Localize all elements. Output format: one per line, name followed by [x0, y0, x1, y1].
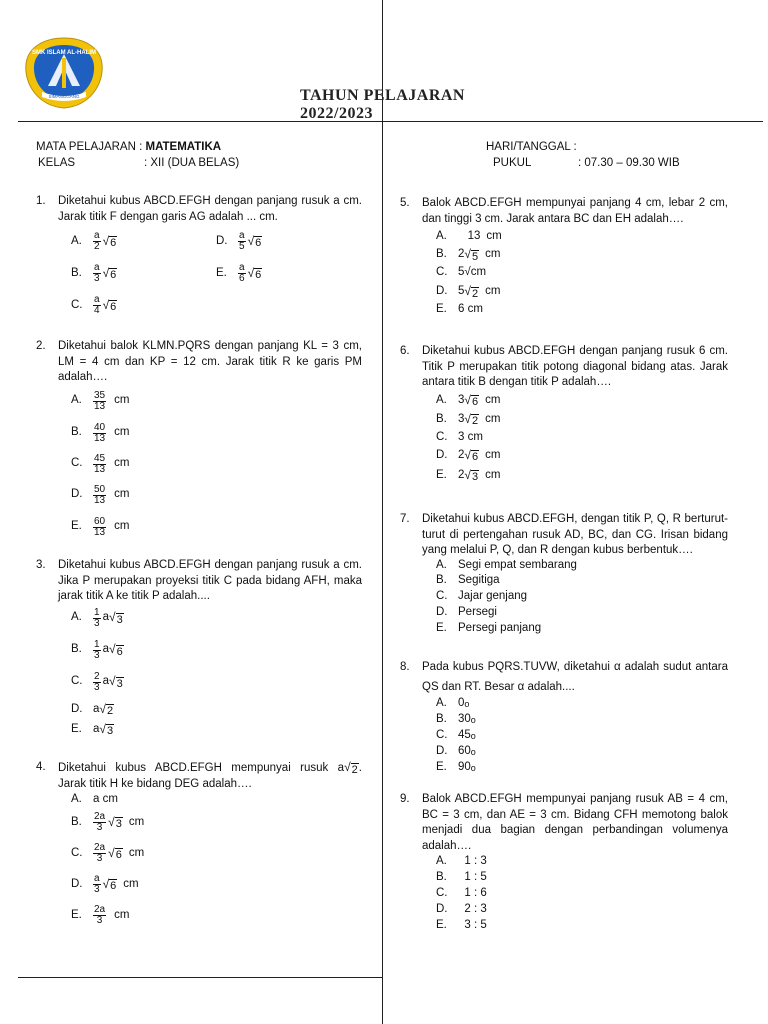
question-text: Diketahui kubus ABCD.EFGH mempunyai rusuk a √ 2 . Jarak titik H ke bidang DEG adalah…. — [58, 760, 362, 790]
exam-year-title: TAHUN PELAJARAN 2022/2023 — [300, 87, 465, 122]
option-a[interactable]: A. 0 o — [436, 697, 470, 709]
question-3: 3. Diketahui kubus ABCD.EFGH dengan panjang rusuk a cm. Jika P merupakan proyeksi titik C pada bidang AFH, maka jarak titik A ke titik P adalah.... A. $\frac{1}{3}$ a √ 3 B. $\frac{1}{3}$ a √ 6 C. $\frac{2}{3}$ a √ 3 D. a √ 2 E. a √ 3 — [36, 559, 362, 737]
option-a[interactable]: A. $\frac{35}{13}$ cm — [71, 389, 130, 412]
option-b[interactable]: B. 1 : 5 — [436, 871, 487, 883]
subject-label: MATA PELAJARAN : MATEMATIKA — [36, 141, 222, 153]
subject-value: MATEMATIKA — [145, 141, 222, 153]
footer-rule — [18, 977, 382, 978]
option-e[interactable]: E. 3 : 5 — [436, 919, 487, 931]
option-d[interactable]: D. $\frac{a}{5}$ √ 6 — [216, 230, 262, 252]
option-e[interactable]: E. a √ 3 — [71, 721, 114, 737]
option-a[interactable]: A. Segi empat sembarang — [436, 558, 577, 571]
option-b[interactable]: B. Segitiga — [436, 573, 500, 586]
time-value: : 07.30 – 09.30 WIB — [578, 157, 680, 169]
option-b[interactable]: B. $\frac{1}{3}$ a √ 6 — [71, 638, 123, 661]
option-b[interactable]: B. 2 √ 5 cm — [436, 247, 501, 263]
option-e[interactable]: E. 6 cm — [436, 303, 483, 315]
option-a[interactable]: A. 1 : 3 — [436, 855, 487, 867]
question-7: 7. Diketahui kubus ABCD.EFGH, dengan titik P, Q, R berturut-turut di pertengahan rusuk AD, BC, dan CG. Irisan bidang yang melalui P, Q, dan R dengan kubus berbentuk…. A. Segi empat sembarang B. Segitiga C. Jajar genjang D. Persegi E. Persegi panjang — [400, 512, 728, 639]
option-e[interactable]: E. $\frac{60}{13}$ cm — [71, 515, 130, 538]
option-d[interactable]: D. a √ 2 — [71, 701, 114, 717]
option-d[interactable]: D. $\frac{a}{3}$ √ 6 cm — [71, 873, 139, 895]
option-d[interactable]: D. $\frac{50}{13}$ cm — [71, 483, 130, 506]
question-text: Diketahui balok KLMN.PQRS dengan panjang KL = 3 cm, LM = 4 cm dan KP = 12 cm. Jarak titik R ke garis PM adalah…. — [58, 340, 362, 383]
question-text: Diketahui kubus ABCD.EFGH, dengan titik P, Q, R berturut-turut di pertengahan rusuk AD, BC, dan CG. Irisan bidang yang melalui P, Q, dan R dengan kubus berbentuk…. — [422, 513, 728, 556]
question-5: 5. Balok ABCD.EFGH mempunyai panjang 4 cm, lebar 2 cm, dan tinggi 3 cm. Jarak antara BC dan EH adalah…. A. 13 cm B. 2 √ 5 cm C. 5√cm D. 5 √ 2 cm E. 6 cm — [400, 196, 728, 317]
option-e[interactable]: E. $\frac{a}{6}$ √ 6 — [216, 262, 262, 284]
option-c[interactable]: C. $\frac{2a}{3}$ √ 6 cm — [71, 842, 145, 864]
option-b[interactable]: B. $\frac{40}{13}$ cm — [71, 421, 130, 444]
option-a[interactable]: A. 3 √ 6 cm — [436, 392, 501, 408]
option-c[interactable]: C. $\frac{45}{13}$ cm — [71, 452, 130, 475]
option-c[interactable]: C. 3 cm — [436, 430, 483, 443]
question-2: 2. Diketahui balok KLMN.PQRS dengan panjang KL = 3 cm, LM = 4 cm dan KP = 12 cm. Jarak titik R ke garis PM adalah…. A. $\frac{35}{13}$ cm B. $\frac{40}{13}$ cm C. $\frac{45}{13}$ cm D. $\frac{50}{13}$ cm E. $\frac{60}{13}$ cm — [36, 340, 362, 538]
option-e[interactable]: E. Persegi panjang — [436, 621, 542, 634]
option-a[interactable]: A. 13 cm — [436, 230, 502, 242]
option-c[interactable]: C. Jajar genjang — [436, 589, 528, 602]
option-d[interactable]: D. 60 o — [436, 745, 476, 757]
date-label: HARI/TANGGAL : — [486, 141, 577, 153]
option-d[interactable]: D. 2 : 3 — [436, 903, 487, 915]
option-b[interactable]: B. 3 √ 2 cm — [436, 411, 501, 427]
option-c[interactable]: C. 5√cm — [436, 266, 487, 278]
question-text: Balok ABCD.EFGH mempunyai panjang rusuk AB = 4 cm, BC = 3 cm, dan AE = 3 cm. Bidang CFH memotong balok menjadi dua bagian dengan perbandingan volumenya adalah…. — [422, 793, 728, 852]
question-6: 6. Diketahui kubus ABCD.EFGH dengan panjang rusuk 6 cm. Titik P merupakan titik potong diagonal bidang atas. Jarak antara titik B dengan titik P adalah…. A. 3 √ 6 cm B. 3 √ 2 cm C. 3 cm D. 2 √ 6 cm E. 2 √ 3 cm — [400, 345, 728, 483]
question-text: Diketahui kubus ABCD.EFGH dengan panjang rusuk 6 cm. Titik P merupakan titik potong diagonal bidang atas. Jarak antara titik B dengan titik P adalah…. — [422, 345, 728, 388]
option-b[interactable]: B. 30 o — [436, 713, 476, 725]
option-e[interactable]: E. 90 o — [436, 761, 476, 773]
class-value: : XII (DUA BELAS) — [144, 157, 240, 169]
option-a[interactable]: A. $\frac{1}{3}$ a √ 3 — [71, 606, 123, 629]
question-1: 1. Diketahui kubus ABCD.EFGH dengan panjang rusuk a cm. Jarak titik F dengan garis AG adalah ... cm. A. $\frac{a}{2}$ √ 6 D. $\frac{a}{5}$ √ 6 B. $\frac{a}{3}$ √ 6 E. $\frac{a}{6}$ √ 6 C. $\frac{a}{4}$ √ 6 — [36, 195, 362, 316]
option-e[interactable]: E. 2 √ 3 cm — [436, 467, 501, 483]
option-d[interactable]: D. Persegi — [436, 605, 497, 618]
time-label: PUKUL — [493, 157, 532, 169]
school-logo-icon — [20, 34, 108, 112]
question-text: Balok ABCD.EFGH mempunyai panjang 4 cm, lebar 2 cm, dan tinggi 3 cm. Jarak antara BC dan EH adalah…. — [422, 197, 728, 225]
option-a[interactable]: A. $\frac{a}{2}$ √ 6 — [71, 230, 117, 252]
question-9: 9. Balok ABCD.EFGH mempunyai panjang rusuk AB = 4 cm, BC = 3 cm, dan AE = 3 cm. Bidang CFH memotong balok menjadi dua bagian dengan perbandingan volumenya adalah…. A. 1 : 3 B. 1 : 5 C. 1 : 6 D. 2 : 3 E. 3 : 5 — [400, 792, 728, 934]
option-d[interactable]: D. 5 √ 2 cm — [436, 284, 501, 300]
question-text: Diketahui kubus ABCD.EFGH dengan panjang rusuk a cm. Jika P merupakan proyeksi titik C pada bidang AFH, maka jarak titik A ke titik P adalah.... — [58, 559, 362, 602]
question-4: 4. Diketahui kubus ABCD.EFGH mempunyai rusuk a √ 2 . Jarak titik H ke bidang DEG adalah…. A. a cm B. $\frac{2a}{3}$ √ 3 cm C. $\frac{2a}{3}$ √ 6 cm D. $\frac{a}{3}$ √ 6 cm E. $\frac{2a}{3}$ cm — [36, 760, 362, 926]
option-a[interactable]: A. a cm — [71, 793, 118, 805]
option-c[interactable]: C. 1 : 6 — [436, 887, 487, 899]
question-text: Diketahui kubus ABCD.EFGH dengan panjang rusuk a cm. Jarak titik F dengan garis AG adalah ... cm. — [58, 195, 362, 223]
column-divider — [382, 0, 383, 1024]
option-b[interactable]: B. $\frac{a}{3}$ √ 6 — [71, 262, 117, 284]
svg-text:SIMANGGANG: SIMANGGANG — [48, 94, 80, 99]
option-c[interactable]: C. 45 o — [436, 729, 476, 741]
option-d[interactable]: D. 2 √ 6 cm — [436, 447, 501, 463]
option-e[interactable]: E. $\frac{2a}{3}$ cm — [71, 904, 130, 926]
class-label: KELAS — [38, 157, 76, 169]
question-8: 8. Pada kubus PQRS.TUVW, diketahui α adalah sudut antara QS dan RT. Besar α adalah.... A. 0 o B. 30 o C. 45 o D. 60 o E. 90 o — [400, 657, 728, 777]
svg-text:SMK ISLAM AL-HALIM: SMK ISLAM AL-HALIM — [31, 50, 97, 56]
option-b[interactable]: B. $\frac{2a}{3}$ √ 3 cm — [71, 811, 145, 833]
question-text: Pada kubus PQRS.TUVW, diketahui α adalah sudut antara QS dan RT. Besar α adalah.... — [422, 661, 728, 693]
option-c[interactable]: C. $\frac{2}{3}$ a √ 3 — [71, 670, 123, 693]
option-c[interactable]: C. $\frac{a}{4}$ √ 6 — [71, 294, 117, 316]
